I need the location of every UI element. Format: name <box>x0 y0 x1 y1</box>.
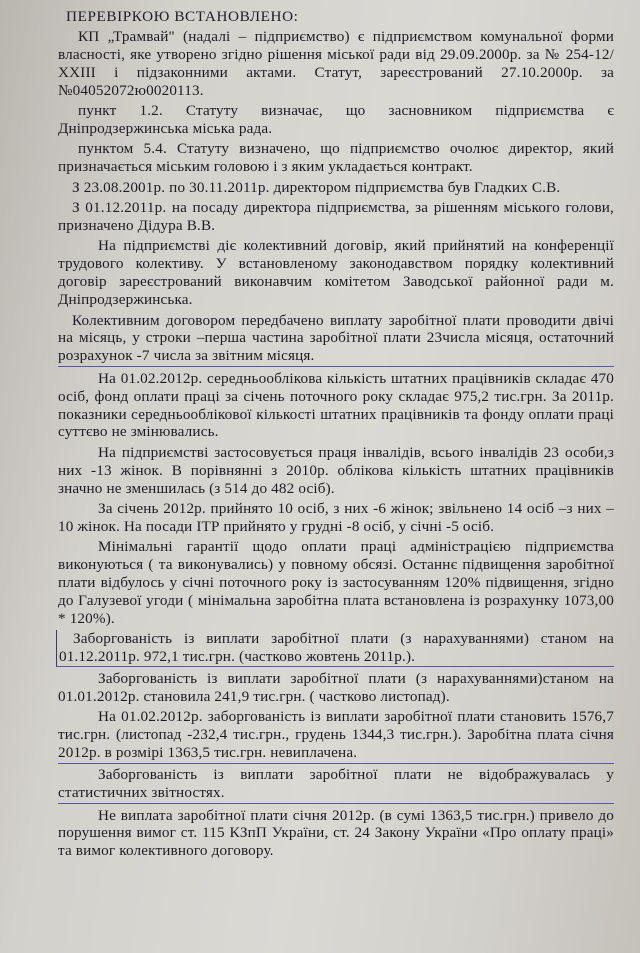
paragraph-hiring: За січень 2012р. прийнято 10 осіб, з них -6 жінок; звільнено 14 осіб –з них – 10 жінок. На посади ІТР прийнято у грудні -8 осіб, у січні -5 осіб. <box>58 500 614 535</box>
paragraph-statistics-underlined: Заборгованість із виплати заробітної плати не відображувалась у статистичних звітностях. <box>58 766 614 804</box>
paragraph-debt-february-underlined: На 01.02.2012р. заборгованість із виплати заробітної плати становить 1576,7 тис.грн. (листопад -232,4 тис.грн., грудень 1344,3 тис.грн.). Заробітна плата січня 2012р. в розмірі 1363,5 тис.грн. невиплачена. <box>58 708 614 764</box>
paragraph-enterprise-status: КП „Трамвай" (надалі – підприємство) є підприємством комунальної форми власності, яке утворено згідно рішення міської ради від 29.09.2000р. за № 254-12/ХХІІІ і підзаконними актами. Статут, зареєстрований 27.10.2000р. за №04052072ю0020113. <box>58 27 614 99</box>
paragraph-former-director: З 23.08.2001р. по 30.11.2011р. директором підприємства був Гладких С.В. <box>72 178 561 196</box>
paragraph-disabled-workers: На підприємстві застосовується праця інвалідів, всього інвалідів 23 особи,з них -13 жінок. В порівнянні з 2010р. облікова кількість штатних працівників значно не зменшилась (з 514 до 482 осіб). <box>58 443 614 497</box>
paragraph-collective-agreement: На підприємстві діє колективний договір, який прийнятий на конференції трудового колективу. У встановленому законодавством порядку колективний договір зареєстрований виконавчим комітетом Заводської районної ради м. Дніпродзержинська. <box>58 237 614 309</box>
paragraph-debt-january: Заборгованість із виплати заробітної плати (з нарахуваннями)станом на 01.01.2012р. становила 241,9 тис.грн. ( частково листопад). <box>58 669 614 705</box>
paragraph-new-director: З 01.12.2011р. на посаду директора підприємства, за рішенням міського голови, призначено Дідура В.В. <box>58 199 614 234</box>
section-heading: ПЕРЕВІРКОЮ ВСТАНОВЛЕНО: <box>66 8 299 25</box>
paragraph-debt-december-underlined: Заборгованість із виплати заробітної плати (з нарахуваннями) станом на 01.12.2011р. 972,1 тис.грн. (частково жовтень 2011р.). <box>56 630 614 667</box>
paragraph-charter-director: пунктом 5.4. Статуту визначено, що підприємство очолює директор, який призначається міським головою і з яким укладається контракт. <box>58 140 614 176</box>
paragraph-charter-founder: пункт 1.2. Статуту визначає, що засновником підприємства є Дніпродзержинська міська рада. <box>58 102 614 137</box>
paragraph-payment-terms-underlined: Колективним договором передбачено виплату заробітної плати проводити двічі на місяць, у строки –перша частина заробітної плати 23числа місяця, остаточний розрахунок -7 числа за звітним місяця. <box>58 312 614 368</box>
paragraph-staff-count: На 01.02.2012р. середньооблікова кількість штатних працівників складає 470 осіб, фонд оплати праці за січень поточного року складає 975,2 тис.грн. За 2011р. показники середньооблікової кількості штатних працівників та фонду оплати праці суттєво не змінювались. <box>58 369 614 441</box>
paragraph-minimum-guarantees: Мінімальні гарантії щодо оплати праці адміністрацією підприємства виконуються ( та виконувались) у повному обсязі. Останнє підвищення заробітної плати відбулось у січні поточного року із застосуванням 120% підвищення, згідно до Галузевої угоди ( мінімальна заробітна плата встановлена із розрахунку 1073,00 * 120%). <box>58 538 614 627</box>
paragraph-violation: Не виплата заробітної плати січня 2012р. (в сумі 1363,5 тис.грн.) привело до порушення вимог ст. 115 КЗпП України, ст. 24 Закону України «Про оплату праці» та вимог колективного договору. <box>58 806 614 860</box>
